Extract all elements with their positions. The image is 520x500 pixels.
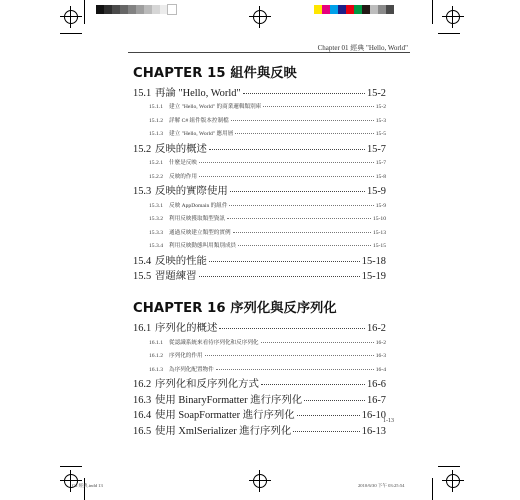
dot-leader: [231, 120, 374, 121]
registration-mark-bottom-center: [249, 470, 271, 492]
toc-entry-number: 15.1.3: [149, 131, 163, 138]
dot-leader: [199, 176, 374, 177]
toc-entry-number: 15.3: [133, 186, 152, 198]
toc-entry-page: 16-3: [375, 353, 386, 360]
crop-mark: [432, 0, 433, 24]
toc-entry-page: 15-7: [366, 143, 386, 155]
toc-subsection-entry[interactable]: [133, 364, 386, 378]
toc-section-entry[interactable]: [133, 86, 386, 101]
toc-subsection-entry[interactable]: [133, 157, 386, 171]
toc-entry-number: 15.2.1: [149, 160, 163, 167]
toc-entry-page: 16-2: [375, 339, 386, 346]
toc-entry-page: 16-4: [375, 366, 386, 373]
toc-subsection-entry[interactable]: [133, 227, 386, 241]
color-swatch: [120, 5, 128, 14]
toc-subsection-entry[interactable]: [133, 240, 386, 254]
toc-entry-number: 16.5: [133, 425, 152, 437]
toc-entry-title: 反映 AppDomain 的組件: [169, 202, 228, 209]
toc-entry-title: 使用 BinaryFormatter 進行序列化: [155, 394, 303, 406]
toc-entry-page: 16-10: [361, 410, 386, 422]
toc-entry-number: 16.1.3: [149, 366, 163, 373]
color-swatch: [322, 5, 330, 14]
toc-entry-number: 16.4: [133, 410, 152, 422]
toc-entry-number: 15.2.2: [149, 173, 163, 180]
toc-entry-number: 15.1: [133, 88, 152, 99]
toc-entry-page: 15-13: [372, 229, 386, 236]
dot-leader: [261, 384, 365, 385]
dot-leader: [238, 245, 371, 246]
toc-entry-number: 15.4: [133, 255, 152, 267]
toc-entry-number: 16.1.1: [149, 339, 163, 346]
toc-entry-title: 序列化的作用: [169, 353, 203, 360]
toc-entry-page: 15-2: [366, 88, 386, 99]
dot-leader: [233, 232, 371, 233]
color-swatch: [386, 5, 394, 14]
process-color-bar: [314, 5, 394, 14]
dot-leader: [261, 342, 374, 343]
toc-entry-title: 利用反映動態叫用類別成員: [169, 243, 237, 250]
toc-entry-page: 15-3: [375, 117, 386, 124]
crop-mark: [60, 466, 82, 467]
toc-entry-title: 反映的作用: [169, 173, 197, 180]
color-swatch: [128, 5, 136, 14]
toc-entry-number: 16.3: [133, 394, 152, 406]
dot-leader: [209, 149, 365, 150]
crop-mark: [438, 33, 460, 34]
header-rule: [128, 52, 410, 53]
color-swatch: [354, 5, 362, 14]
toc-entry-page: 15-9: [366, 186, 386, 198]
toc-entry-number: 16.2: [133, 379, 152, 391]
dot-leader: [199, 162, 374, 163]
color-swatch: [144, 5, 152, 14]
dot-leader: [243, 93, 365, 94]
color-swatch: [96, 5, 104, 14]
dot-leader: [235, 133, 373, 134]
toc-section-entry[interactable]: [133, 408, 386, 423]
toc-entry-title: 反映的實際使用: [155, 186, 228, 198]
toc-subsection-entry[interactable]: [133, 101, 386, 115]
toc-entry-title: 反映的性能: [155, 255, 207, 267]
toc-subsection-entry[interactable]: [133, 337, 386, 351]
dot-leader: [205, 355, 374, 356]
toc-entry-page: 15-7: [375, 160, 386, 167]
toc-entry-page: 16-2: [366, 323, 386, 335]
toc-entry-title: 序列化的概述: [155, 323, 218, 335]
toc-entry-page: 15-18: [361, 255, 386, 267]
dot-leader: [297, 415, 360, 416]
grayscale-color-bar: [96, 5, 176, 14]
toc-entry-title: 再論 "Hello, World": [155, 88, 241, 99]
color-swatch: [112, 5, 120, 14]
color-swatch: [362, 5, 370, 14]
toc-entry-title: 從認識系統來看待序列化和反序列化: [169, 339, 259, 346]
toc-subsection-entry[interactable]: [133, 200, 386, 214]
toc-section-entry[interactable]: [133, 424, 386, 439]
toc-entry-number: 15.1.2: [149, 117, 163, 124]
toc-entry-page: 15-2: [375, 104, 386, 111]
registration-mark-bottom-right: [442, 470, 464, 492]
registration-mark-top-right: [442, 6, 464, 28]
toc-entry-page: 15-15: [372, 243, 386, 250]
toc-entry-page: 16-13: [361, 425, 386, 437]
toc-entry-number: 15.3.3: [149, 229, 163, 236]
dot-leader: [293, 431, 360, 432]
dot-leader: [230, 191, 365, 192]
color-swatch: [160, 5, 168, 14]
color-swatch: [378, 5, 386, 14]
table-of-contents: [133, 62, 386, 439]
toc-subsection-entry[interactable]: [133, 350, 386, 364]
toc-subsection-entry[interactable]: [133, 128, 386, 142]
toc-entry-title: 反映的概述: [155, 143, 207, 155]
crop-mark: [432, 478, 433, 500]
toc-subsection-entry[interactable]: [133, 115, 386, 129]
toc-entry-title: 利用反映獲取類型資訊: [169, 216, 225, 223]
toc-section-entry[interactable]: [133, 184, 386, 199]
toc-entry-title: 使用 XmlSerializer 進行序列化: [155, 425, 292, 437]
toc-entry-number: 15.2: [133, 143, 152, 155]
toc-entry-title: 詳解 C# 組件版本控制檔: [169, 117, 229, 124]
crop-mark: [438, 466, 460, 467]
toc-section-entry[interactable]: [133, 377, 386, 392]
color-swatch: [370, 5, 378, 14]
toc-entry-title: 什麼是反映: [169, 160, 197, 167]
toc-entry-page: 15-8: [375, 173, 386, 180]
chapter-15-entries: [133, 86, 386, 284]
toc-entry-page: 15-5: [375, 131, 386, 138]
slug-filename: C# 經典.indd 13: [72, 483, 103, 488]
color-swatch: [136, 5, 144, 14]
toc-entry-number: 16.1.2: [149, 353, 163, 360]
page-number: 1-13: [383, 418, 394, 424]
chapter-16-entries: [133, 321, 386, 438]
color-swatch: [152, 5, 160, 14]
toc-entry-title: 習題練習: [155, 271, 197, 283]
toc-subsection-entry[interactable]: [133, 171, 386, 185]
toc-entry-number: 15.3.2: [149, 216, 163, 223]
dot-leader: [263, 106, 373, 107]
chapter-heading-15: CHAPTER 15 組件與反映: [133, 66, 297, 81]
toc-entry-page: 15-9: [375, 202, 386, 209]
crop-mark: [84, 478, 85, 500]
dot-leader: [209, 261, 360, 262]
toc-section-entry[interactable]: [133, 321, 386, 336]
dot-leader: [304, 400, 365, 401]
toc-subsection-entry[interactable]: [133, 213, 386, 227]
toc-entry-title: 建立 "Hello, World" 的商業邏輯類別庫: [169, 104, 262, 111]
dot-leader: [229, 205, 373, 206]
toc-entry-title: 建立 "Hello, World" 應用層: [169, 131, 234, 138]
color-swatch: [346, 5, 354, 14]
dot-leader: [219, 328, 365, 329]
toc-entry-title: 使用 SoapFormatter 進行序列化: [155, 410, 295, 422]
toc-entry-number: 16.1: [133, 323, 152, 335]
toc-section-entry[interactable]: [133, 254, 386, 269]
dot-leader: [216, 369, 374, 370]
running-header: Chapter 01 經典 "Hello, World": [317, 44, 408, 52]
toc-entry-number: 15.3.4: [149, 243, 163, 250]
crop-mark: [84, 0, 85, 24]
dot-leader: [227, 218, 371, 219]
color-swatch: [338, 5, 346, 14]
chapter-heading-16: CHAPTER 16 序列化與反序列化: [133, 301, 337, 317]
toc-entry-page: 16-7: [366, 394, 386, 406]
color-swatch: [330, 5, 338, 14]
toc-section-entry[interactable]: [133, 142, 386, 157]
toc-entry-number: 15.1.1: [149, 104, 163, 111]
toc-section-entry[interactable]: [133, 393, 386, 408]
toc-entry-title: 通過反映建立類型的實例: [169, 229, 231, 236]
toc-entry-title: 為序列化配置物件: [169, 366, 214, 373]
toc-entry-page: 15-19: [361, 271, 386, 283]
registration-mark-top-left: [60, 6, 82, 28]
dot-leader: [199, 276, 360, 277]
crop-mark: [60, 33, 82, 34]
slug-timestamp: 2010/6/30 下午 03:25:54: [358, 483, 405, 488]
color-swatch: [168, 5, 176, 14]
toc-entry-page: 16-6: [366, 379, 386, 391]
color-swatch: [104, 5, 112, 14]
toc-entry-title: 序列化和反序列化方式: [155, 379, 259, 391]
toc-entry-number: 15.5: [133, 271, 152, 283]
toc-entry-page: 15-10: [372, 216, 386, 223]
registration-mark-top-center: [249, 6, 271, 28]
toc-section-entry[interactable]: [133, 269, 386, 284]
toc-entry-number: 15.3.1: [149, 202, 163, 209]
color-swatch: [314, 5, 322, 14]
